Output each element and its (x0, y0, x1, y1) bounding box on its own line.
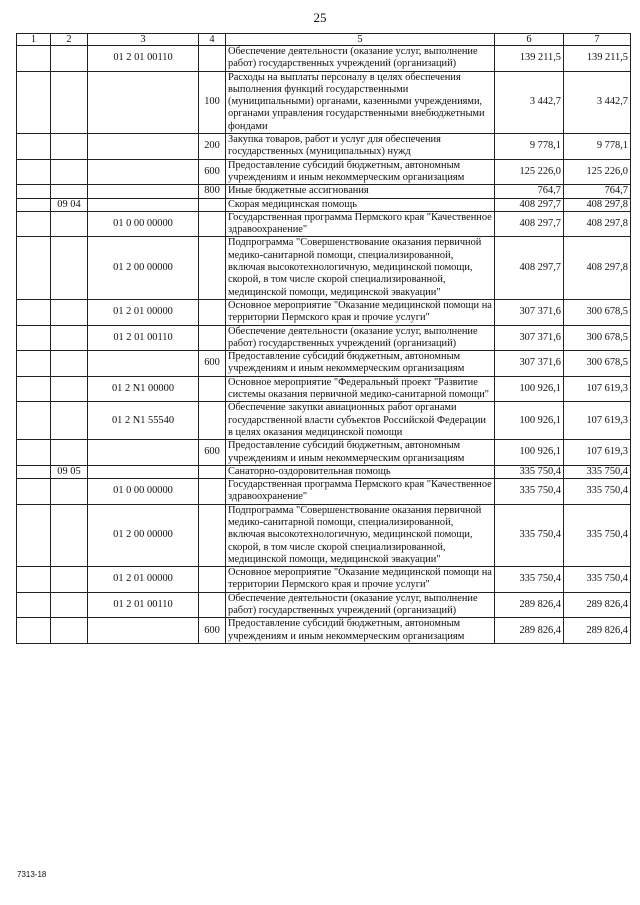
cell-col-6: 335 750,4 (495, 479, 564, 505)
cell-col-3: 01 2 01 00110 (88, 46, 199, 72)
cell-col-6: 764,7 (495, 185, 564, 198)
column-header: 1 (17, 34, 51, 46)
column-header: 2 (51, 34, 88, 46)
cell-col-5: Санаторно-оздоровительная помощь (226, 465, 495, 478)
cell-col-5: Предоставление субсидий бюджетным, автономным учреждениям и иным некоммерческим организациям (226, 159, 495, 185)
cell-col-6: 307 371,6 (495, 299, 564, 325)
cell-col-1 (17, 198, 51, 211)
table-row (17, 237, 631, 299)
cell-col-5: Обеспечение деятельности (оказание услуг, выполнение работ) государственных учреждений (организаций) (226, 46, 495, 72)
cell-col-7: 335 750,4 (564, 479, 631, 505)
cell-col-4: 600 (199, 440, 226, 466)
cell-col-3 (88, 465, 199, 478)
cell-col-3: 01 0 00 00000 (88, 479, 199, 505)
cell-col-1 (17, 402, 51, 440)
cell-col-3 (88, 185, 199, 198)
cell-col-7: 408 297,8 (564, 237, 631, 299)
cell-col-5: Основное мероприятие "Оказание медицинской помощи на территории Пермского края и прочие услуги" (226, 299, 495, 325)
cell-col-7: 335 750,4 (564, 567, 631, 593)
cell-col-3 (88, 618, 199, 644)
cell-col-6: 289 826,4 (495, 592, 564, 618)
cell-col-6: 289 826,4 (495, 618, 564, 644)
cell-col-4 (199, 237, 226, 299)
cell-col-4: 200 (199, 134, 226, 160)
cell-col-4 (199, 465, 226, 478)
cell-col-5: Государственная программа Пермского края "Качественное здравоохранение" (226, 479, 495, 505)
cell-col-3 (88, 440, 199, 466)
cell-col-3 (88, 159, 199, 185)
table-row (17, 185, 631, 198)
cell-col-4: 600 (199, 618, 226, 644)
cell-col-4 (199, 402, 226, 440)
cell-col-2 (51, 504, 88, 566)
table-row (17, 299, 631, 325)
cell-col-3 (88, 71, 199, 133)
cell-col-5: Государственная программа Пермского края "Качественное здравоохранение" (226, 211, 495, 237)
cell-col-7: 107 619,3 (564, 440, 631, 466)
cell-col-7: 300 678,5 (564, 351, 631, 377)
cell-col-6: 408 297,7 (495, 237, 564, 299)
table-row (17, 198, 631, 211)
cell-col-4 (199, 376, 226, 402)
cell-col-6: 125 226,0 (495, 159, 564, 185)
cell-col-1 (17, 237, 51, 299)
column-header: 6 (495, 34, 564, 46)
cell-col-1 (17, 185, 51, 198)
cell-col-2 (51, 71, 88, 133)
cell-col-7: 139 211,5 (564, 46, 631, 72)
cell-col-1 (17, 46, 51, 72)
column-header: 7 (564, 34, 631, 46)
table-row (17, 376, 631, 402)
cell-col-4: 800 (199, 185, 226, 198)
cell-col-2 (51, 376, 88, 402)
cell-col-5: Основное мероприятие "Оказание медицинской помощи на территории Пермского края и прочие услуги" (226, 567, 495, 593)
cell-col-2 (51, 402, 88, 440)
cell-col-7: 335 750,4 (564, 465, 631, 478)
cell-col-2 (51, 592, 88, 618)
cell-col-1 (17, 504, 51, 566)
cell-col-7: 125 226,0 (564, 159, 631, 185)
cell-col-2 (51, 185, 88, 198)
cell-col-4 (199, 504, 226, 566)
cell-col-3: 01 2 01 00000 (88, 299, 199, 325)
cell-col-2 (51, 351, 88, 377)
cell-col-4 (199, 211, 226, 237)
cell-col-7: 9 778,1 (564, 134, 631, 160)
cell-col-2 (51, 325, 88, 351)
cell-col-6: 408 297,7 (495, 211, 564, 237)
cell-col-5: Основное мероприятие "Федеральный проект "Развитие системы оказания первичной медико-санитарной помощи" (226, 376, 495, 402)
cell-col-2 (51, 567, 88, 593)
cell-col-3: 01 2 01 00000 (88, 567, 199, 593)
cell-col-1 (17, 159, 51, 185)
cell-col-5: Подпрограмма "Совершенствование оказания первичной медико-санитарной помощи, специализированной, включая высокотехнологичную, медицинской помощи, скорой, в том числе скорой специализированной, медицинской помощи, медицинской эвакуации" (226, 237, 495, 299)
cell-col-2 (51, 237, 88, 299)
cell-col-6: 335 750,4 (495, 465, 564, 478)
cell-col-3 (88, 351, 199, 377)
cell-col-3: 01 2 01 00110 (88, 325, 199, 351)
cell-col-7: 3 442,7 (564, 71, 631, 133)
table-row (17, 567, 631, 593)
cell-col-6: 139 211,5 (495, 46, 564, 72)
cell-col-7: 300 678,5 (564, 325, 631, 351)
cell-col-5: Расходы на выплаты персоналу в целях обеспечения выполнения функций государственными (муниципальными) органами, казенными учреждениями, органами управления государственными внебюджетными фондами (226, 71, 495, 133)
cell-col-5: Обеспечение закупки авиационных работ органами государственной власти субъектов Российской Федерации в целях оказания медицинской помощи (226, 402, 495, 440)
cell-col-1 (17, 440, 51, 466)
cell-col-5: Предоставление субсидий бюджетным, автономным учреждениям и иным некоммерческим организациям (226, 618, 495, 644)
cell-col-7: 408 297,8 (564, 198, 631, 211)
cell-col-2 (51, 159, 88, 185)
cell-col-4 (199, 299, 226, 325)
cell-col-1 (17, 211, 51, 237)
cell-col-6: 9 778,1 (495, 134, 564, 160)
cell-col-6: 335 750,4 (495, 567, 564, 593)
cell-col-4: 100 (199, 71, 226, 133)
cell-col-4: 600 (199, 351, 226, 377)
cell-col-3 (88, 134, 199, 160)
table-row (17, 618, 631, 644)
cell-col-6: 307 371,6 (495, 351, 564, 377)
cell-col-1 (17, 479, 51, 505)
cell-col-7: 289 826,4 (564, 618, 631, 644)
table-row (17, 159, 631, 185)
column-header: 4 (199, 34, 226, 46)
table-row (17, 71, 631, 133)
budget-table (16, 33, 631, 644)
cell-col-4 (199, 567, 226, 593)
table-row (17, 479, 631, 505)
cell-col-2 (51, 211, 88, 237)
cell-col-5: Иные бюджетные ассигнования (226, 185, 495, 198)
column-header: 3 (88, 34, 199, 46)
cell-col-6: 100 926,1 (495, 440, 564, 466)
cell-col-5: Предоставление субсидий бюджетным, автономным учреждениям и иным некоммерческим организациям (226, 440, 495, 466)
cell-col-1 (17, 299, 51, 325)
cell-col-1 (17, 618, 51, 644)
cell-col-4 (199, 479, 226, 505)
cell-col-7: 764,7 (564, 185, 631, 198)
table-header-row (17, 34, 631, 46)
cell-col-6: 100 926,1 (495, 402, 564, 440)
cell-col-4 (199, 592, 226, 618)
cell-col-2 (51, 46, 88, 72)
cell-col-3: 01 2 00 00000 (88, 237, 199, 299)
table-row (17, 46, 631, 72)
cell-col-1 (17, 134, 51, 160)
table-row (17, 465, 631, 478)
cell-col-7: 335 750,4 (564, 504, 631, 566)
cell-col-4 (199, 325, 226, 351)
cell-col-2 (51, 134, 88, 160)
cell-col-5: Предоставление субсидий бюджетным, автономным учреждениям и иным некоммерческим организациям (226, 351, 495, 377)
cell-col-6: 307 371,6 (495, 325, 564, 351)
cell-col-4 (199, 46, 226, 72)
cell-col-2 (51, 440, 88, 466)
table-row (17, 504, 631, 566)
cell-col-2 (51, 618, 88, 644)
table-row (17, 592, 631, 618)
cell-col-3: 01 2 00 00000 (88, 504, 199, 566)
table-row (17, 402, 631, 440)
cell-col-4 (199, 198, 226, 211)
cell-col-4: 600 (199, 159, 226, 185)
cell-col-1 (17, 465, 51, 478)
cell-col-1 (17, 325, 51, 351)
cell-col-3: 01 2 N1 55540 (88, 402, 199, 440)
cell-col-5: Закупка товаров, работ и услуг для обеспечения государственных (муниципальных) нужд (226, 134, 495, 160)
cell-col-5: Обеспечение деятельности (оказание услуг, выполнение работ) государственных учреждений (организаций) (226, 325, 495, 351)
table-row (17, 134, 631, 160)
cell-col-6: 3 442,7 (495, 71, 564, 133)
cell-col-7: 300 678,5 (564, 299, 631, 325)
cell-col-7: 408 297,8 (564, 211, 631, 237)
table-row (17, 325, 631, 351)
cell-col-5: Обеспечение деятельности (оказание услуг, выполнение работ) государственных учреждений (организаций) (226, 592, 495, 618)
cell-col-1 (17, 592, 51, 618)
cell-col-6: 335 750,4 (495, 504, 564, 566)
document-code: 7313-18 (17, 870, 47, 879)
cell-col-3 (88, 198, 199, 211)
table-row (17, 211, 631, 237)
cell-col-3: 01 2 N1 00000 (88, 376, 199, 402)
cell-col-1 (17, 71, 51, 133)
cell-col-7: 107 619,3 (564, 376, 631, 402)
cell-col-5: Скорая медицинская помощь (226, 198, 495, 211)
cell-col-1 (17, 567, 51, 593)
cell-col-2: 09 05 (51, 465, 88, 478)
table-row (17, 351, 631, 377)
cell-col-2 (51, 299, 88, 325)
cell-col-2: 09 04 (51, 198, 88, 211)
cell-col-1 (17, 376, 51, 402)
cell-col-6: 408 297,7 (495, 198, 564, 211)
column-header: 5 (226, 34, 495, 46)
cell-col-7: 107 619,3 (564, 402, 631, 440)
page-number: 25 (313, 10, 327, 25)
table-row (17, 440, 631, 466)
cell-col-6: 100 926,1 (495, 376, 564, 402)
cell-col-3: 01 2 01 00110 (88, 592, 199, 618)
cell-col-5: Подпрограмма "Совершенствование оказания первичной медико-санитарной помощи, специализированной, включая высокотехнологичную, медицинской помощи, скорой, в том числе скорой специализированной, медицинской помощи, медицинской эвакуации" (226, 504, 495, 566)
cell-col-1 (17, 351, 51, 377)
cell-col-3: 01 0 00 00000 (88, 211, 199, 237)
cell-col-7: 289 826,4 (564, 592, 631, 618)
cell-col-2 (51, 479, 88, 505)
